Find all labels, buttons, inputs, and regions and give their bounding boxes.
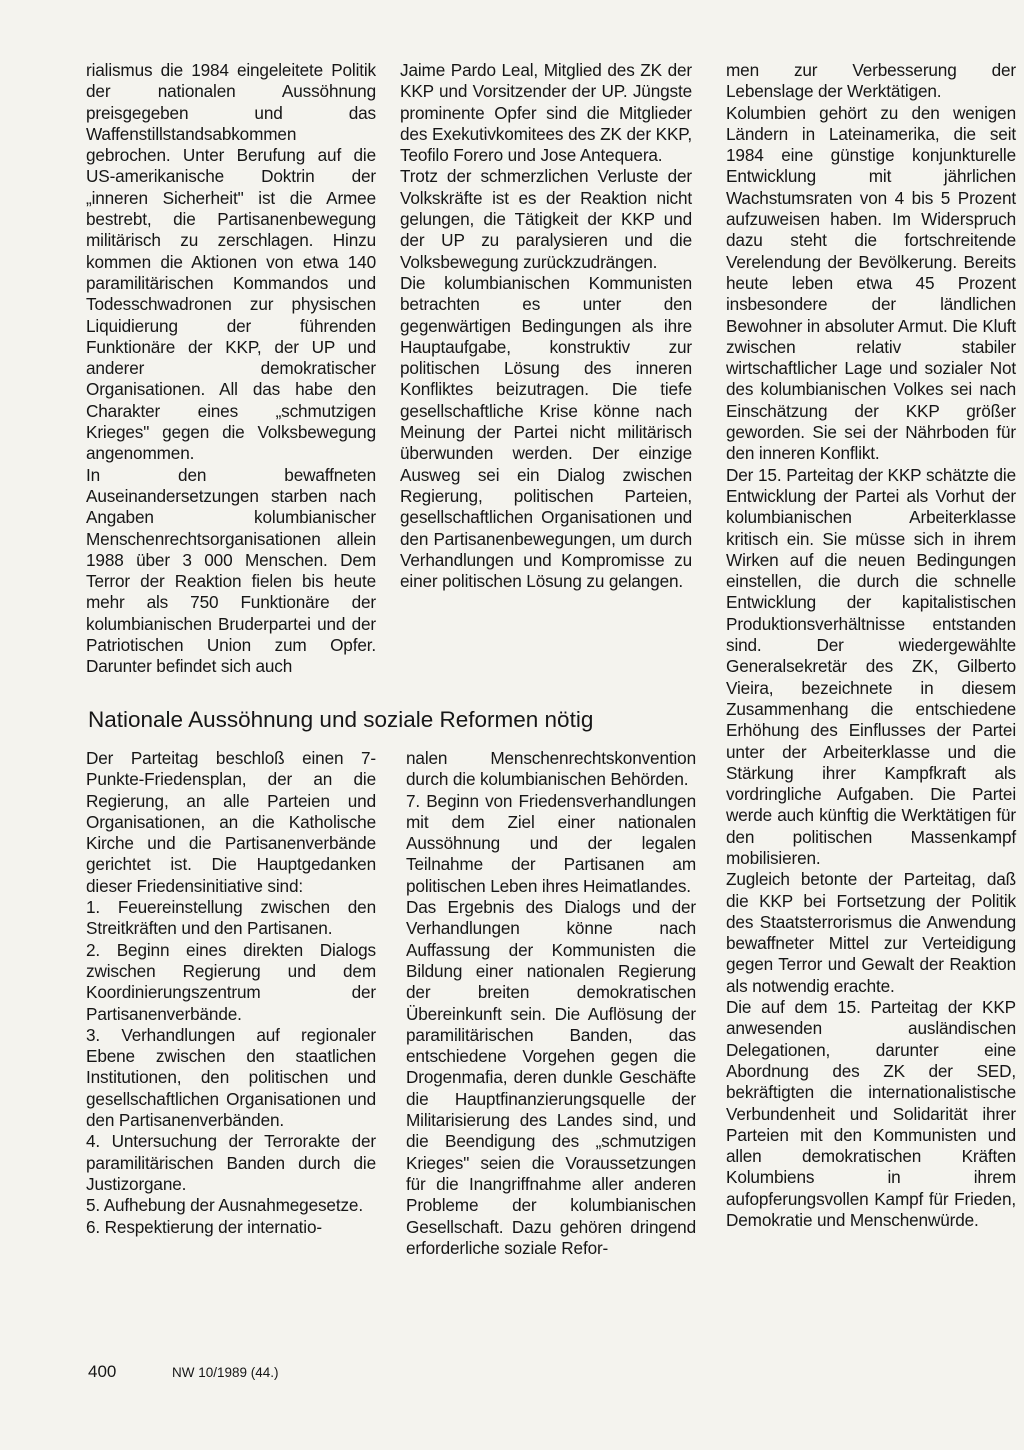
body-column-2-top: Jaime Pardo Leal, Mitglied des ZK der KKP und Vorsitzender der UP. Jüngste prominente Opfer sind die Mitglieder des Exekutivkomitees des ZK der KKP, Teofilo Forero und Jose Antequera. Trotz der schmerzlichen Verluste der Volkskräfte ist es der Reaktion nicht gelungen, die Tätigkeit der KKP und der UP zu paralysieren und die Volksbewegung zurückzudrängen. Die kolumbianischen Kommunisten betrachten es unter den gegenwärtigen Bedingungen als ihre Hauptaufgabe, konstruktiv zur politischen Lösung des inneren Konfliktes beizutragen. Die tiefe gesellschaftliche Krise könne nach Meinung der Partei nicht militärisch überwunden werden. Der einzige Ausweg sei ein Dialog zwischen Regierung, politischen Parteien, gesellschaftlichen Organisationen und den Partisanenbewegungen, um durch Verhandlungen und Kompromisse zu einer politischen Lösung zu gelangen. [400,60,692,592]
body-column-1-top: rialismus die 1984 eingeleitete Politik der nationalen Aussöhnung preisgegeben und das Waffenstillstandsabkommen gebrochen. Unter Berufung auf die US-amerikanische Doktrin der „inneren Sicherheit" ist die Armee bestrebt, die Partisanenbewegung militärisch zu zerschlagen. Hinzu kommen die Aktionen von etwa 140 paramilitärischen Kommandos und Todesschwadronen zur physischen Liquidierung der führenden Funktionäre der KKP, der UP und anderer demokratischer Organisationen. All das habe den Charakter eines „schmutzigen Krieges" gegen die Volksbewegung angenommen. In den bewaffneten Auseinandersetzungen starben nach Angaben kolumbianischer Menschenrechtsorganisationen allein 1988 über 3 000 Menschen. Dem Terror der Reaktion fielen bis heute mehr als 750 Funktionäre der kolumbianischen Bruderpartei und der Patriotischen Union zum Opfer. Darunter befindet sich auch [86,60,376,677]
body-column-1-bottom: Der Parteitag beschloß einen 7-Punkte-Friedensplan, der an die Regierung, an alle Parteien und Organisationen, an die Katholische Kirche und die Partisanenverbände gerichtet ist. Die Hauptgedanken dieser Friedensinitiative sind: 1. Feuereinstellung zwischen den Streitkräften und den Partisanen. 2. Beginn eines direkten Dialogs zwischen Regierung und dem Koordinierungszentrum der Partisanenverbände. 3. Verhandlungen auf regionaler Ebene zwischen den staatlichen Institutionen, den politischen und gesellschaftlichen Organisationen und den Partisanenverbänden. 4. Untersuchung der Terrorakte der paramilitärischen Banden durch die Justizorgane. 5. Aufhebung der Ausnahmegesetze. 6. Respektierung der internatio- [86,748,376,1237]
journal-reference: NW 10/1989 (44.) [172,1365,279,1380]
section-heading: Nationale Aussöhnung und soziale Reformen nötig [88,707,594,732]
body-column-3: men zur Verbesserung der Lebenslage der Werktätigen. Kolumbien gehört zu den wenigen Ländern in Lateinamerika, die seit 1984 eine günstige konjunkturelle Entwicklung mit jährlichen Wachstumsraten von 4 bis 5 Prozent aufzuweisen haben. Im Widerspruch dazu steht die fortschreitende Verelendung der Bevölkerung. Bereits heute leben etwa 45 Prozent insbesondere der ländlichen Bewohner in absoluter Armut. Die Kluft zwischen relativ stabiler wirtschaftlicher Lage und sozialer Not des kolumbianischen Volkes sei nach Einschätzung der KKP größer geworden. Sie sei der Nährboden für den inneren Konflikt. Der 15. Parteitag der KKP schätzte die Entwicklung der Partei als Vorhut der kolumbianischen Arbeiterklasse kritisch ein. Sie müsse sich in ihrem Wirken auf die neuen Bedingungen einstellen, die durch die schnelle Entwicklung der kapitalistischen Produktionsverhältnisse entstanden sind. Der wiedergewählte Generalsekretär des ZK, Gilberto Vieira, bezeichnete in diesem Zusammenhang die entschiedene Erhöhung des Einflusses der Partei unter der Arbeiterklasse und die Stärkung ihrer Kampfkraft als vordringliche Aufgaben. Die Partei werde auch künftig die Werktätigen für den politischen Massenkampf mobilisieren. Zugleich betonte der Parteitag, daß die KKP bei Fortsetzung der Politik des Staatsterrorismus die Anwendung bewaffneter Mittel zur Verteidigung gegen Terror und Gewalt der Reaktion als notwendig erachte. Die auf dem 15. Parteitag der KKP anwesenden ausländischen Delegationen, darunter eine Abordnung des ZK der SED, bekräftigten die internationalistische Verbundenheit und Solidarität ihrer Parteien mit den Kommunisten und allen demokratischen Kräften Kolumbiens in ihrem aufopferungsvollen Kampf für Frieden, Demokratie und Menschenwürde. [726,60,1016,1231]
body-column-2-bottom: nalen Menschenrechtskonvention durch die kolumbianischen Behörden. 7. Beginn von Friedensverhandlungen mit dem Ziel einer nationalen Aussöhnung und der legalen Teilnahme der Partisanen am politischen Leben ihres Heimatlandes. Das Ergebnis des Dialogs und der Verhandlungen könne nach Auffassung der Kommunisten die Bildung einer nationalen Regierung der breiten demokratischen Übereinkunft sein. Die Auflösung der paramilitärischen Banden, das entschiedene Vorgehen gegen die Drogenmafia, deren dunkle Geschäfte die Hauptfinanzierungsquelle der Militarisierung des Landes sind, und die Beendigung des „schmutzigen Krieges" seien die Voraussetzungen für die Inangriffnahme aller anderen Probleme der kolumbianischen Gesellschaft. Dazu gehören dringend erforderliche soziale Refor- [406,748,696,1258]
page-number: 400 [88,1362,117,1381]
